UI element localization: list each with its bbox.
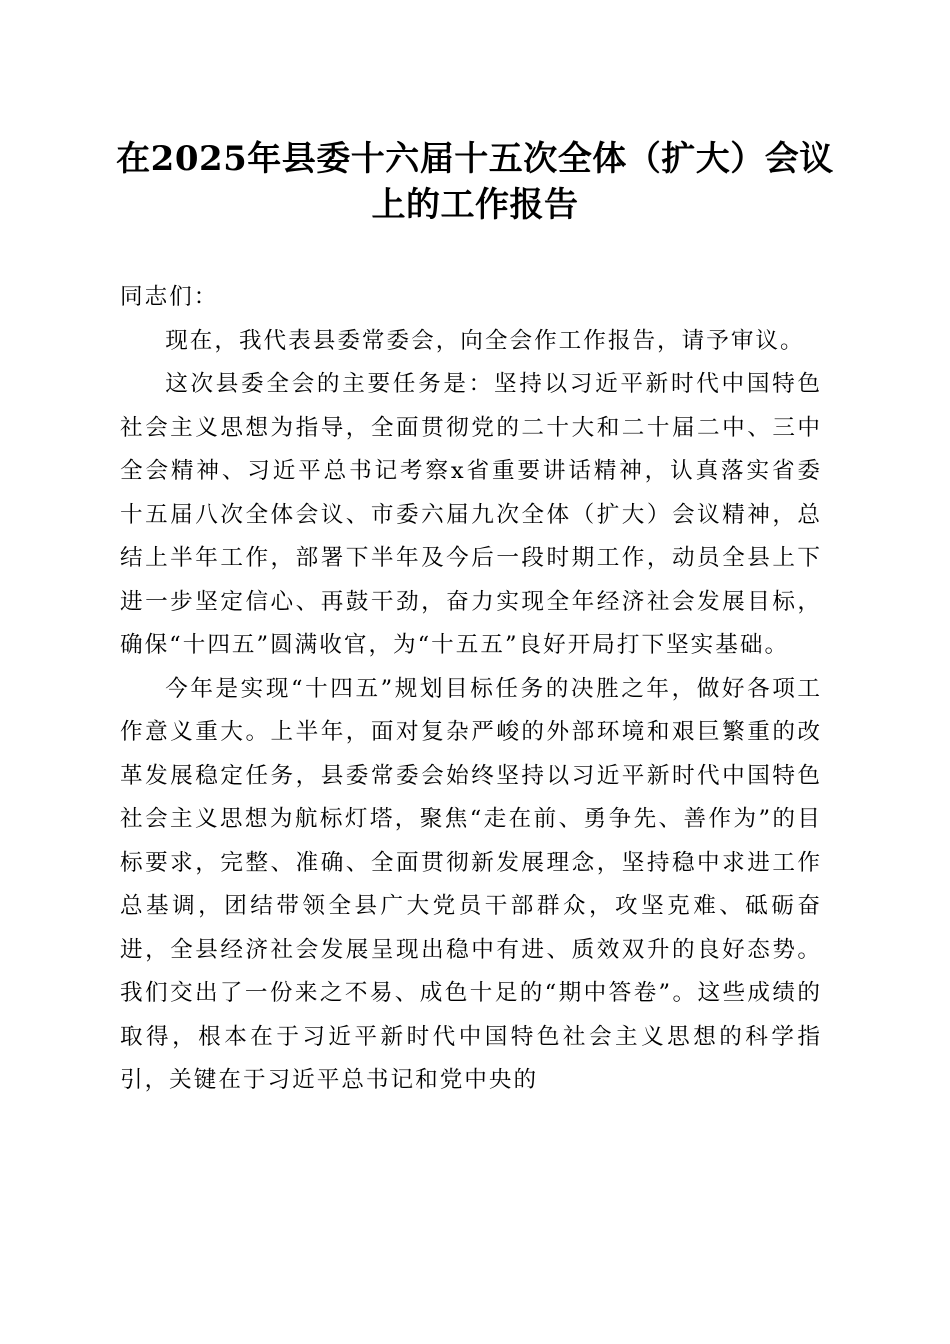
document-title: 在2025年县委十六届十五次全体（扩大）会议上的工作报告 bbox=[116, 139, 834, 225]
document-body bbox=[120, 276, 822, 1103]
salutation: 同志们： bbox=[120, 284, 219, 310]
paragraph-3: 今年是实现“十四五”规划目标任务的决胜之年，做好各项工作意义重大。上半年，面对复杂严峻的外部环境和艰巨繁重的改革发展稳定任务，县委常委会始终坚持以习近平新时代中国特色社会主义思想为航标灯塔，聚焦“走在前、勇争先、善作为”的目标要求，完整、准确、全面贯彻新发展理念，坚持稳中求进工作总基调，团结带领全县广大党员干部群众，攻坚克难、砥砺奋进，全县经济社会发展呈现出稳中有进、质效双升的良好态势。我们交出了一份来之不易、成色十足的“期中答卷”。这些成绩的取得，根本在于习近平新时代中国特色社会主义思想的科学指引，关键在于习近平总书记和党中央的 bbox=[120, 675, 822, 1093]
paragraph-1: 现在，我代表县委常委会，向全会作工作报告，请予审议。 bbox=[165, 327, 805, 354]
paragraph-2: 这次县委全会的主要任务是：坚持以习近平新时代中国特色社会主义思想为指导，全面贯彻党的二十大和二十届二中、三中全会精神、习近平总书记考察x省重要讲话精神，认真落实省委十五届八次全体会议、市委六届九次全体（扩大）会议精神，总结上半年工作，部署下半年及今后一段时期工作，动员全县上下进一步坚定信心、再鼓干劲，奋力实现全年经济社会发展目标，确保“十四五”圆满收官，为“十五五”良好开局打下坚实基础。 bbox=[120, 371, 822, 658]
